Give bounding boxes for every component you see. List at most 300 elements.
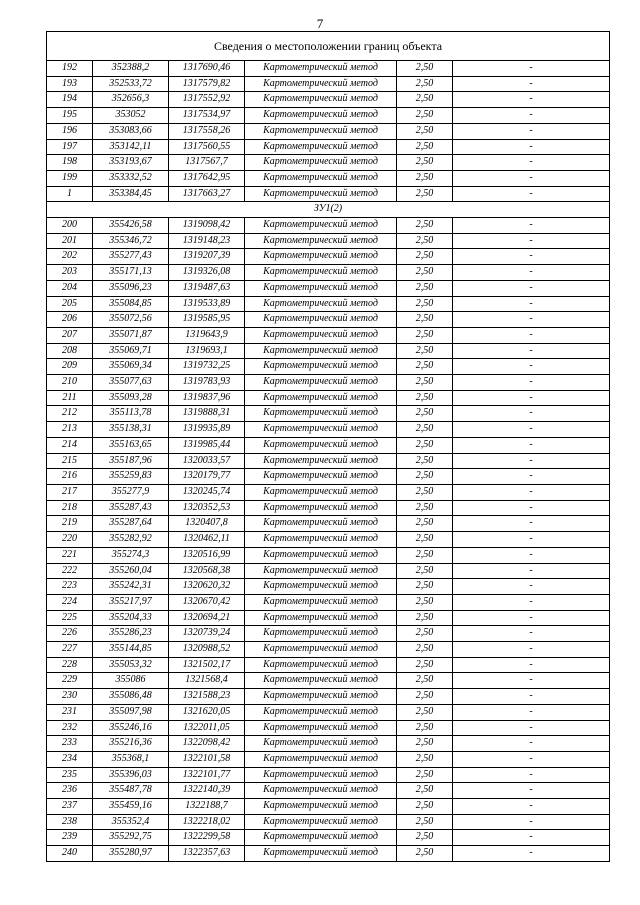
note-cell: -	[453, 218, 610, 234]
method-cell: Картометрический метод	[245, 233, 397, 249]
accuracy-cell: 2,50	[397, 61, 453, 77]
note-cell: -	[453, 751, 610, 767]
point-number-cell: 209	[47, 359, 93, 375]
table-row	[47, 249, 610, 265]
point-number-cell: 215	[47, 453, 93, 469]
x-coordinate-cell: 352388,2	[93, 61, 169, 77]
y-coordinate-cell: 1320739,24	[169, 626, 245, 642]
y-coordinate-cell: 1321568,4	[169, 673, 245, 689]
method-cell: Картометрический метод	[245, 218, 397, 234]
accuracy-cell: 2,50	[397, 406, 453, 422]
note-cell: -	[453, 155, 610, 171]
accuracy-cell: 2,50	[397, 830, 453, 846]
accuracy-cell: 2,50	[397, 108, 453, 124]
accuracy-cell: 2,50	[397, 469, 453, 485]
point-number-cell: 193	[47, 76, 93, 92]
note-cell: -	[453, 673, 610, 689]
accuracy-cell: 2,50	[397, 720, 453, 736]
point-number-cell: 218	[47, 500, 93, 516]
method-cell: Картометрический метод	[245, 453, 397, 469]
method-cell: Картометрический метод	[245, 92, 397, 108]
method-cell: Картометрический метод	[245, 547, 397, 563]
method-cell: Картометрический метод	[245, 516, 397, 532]
y-coordinate-cell: 1317663,27	[169, 186, 245, 202]
note-cell: -	[453, 704, 610, 720]
accuracy-cell: 2,50	[397, 170, 453, 186]
x-coordinate-cell: 355071,87	[93, 327, 169, 343]
note-cell: -	[453, 610, 610, 626]
table-row	[47, 218, 610, 234]
y-coordinate-cell: 1322140,39	[169, 783, 245, 799]
method-cell: Картометрический метод	[245, 265, 397, 281]
y-coordinate-cell: 1320407,8	[169, 516, 245, 532]
y-coordinate-cell: 1322098,42	[169, 736, 245, 752]
y-coordinate-cell: 1320516,99	[169, 547, 245, 563]
x-coordinate-cell: 355487,78	[93, 783, 169, 799]
x-coordinate-cell: 355217,97	[93, 594, 169, 610]
accuracy-cell: 2,50	[397, 92, 453, 108]
table-row	[47, 594, 610, 610]
method-cell: Картометрический метод	[245, 846, 397, 862]
x-coordinate-cell: 355069,34	[93, 359, 169, 375]
point-number-cell: 240	[47, 846, 93, 862]
x-coordinate-cell: 355292,75	[93, 830, 169, 846]
accuracy-cell: 2,50	[397, 799, 453, 815]
point-number-cell: 228	[47, 657, 93, 673]
point-number-cell: 230	[47, 689, 93, 705]
table-row	[47, 265, 610, 281]
x-coordinate-cell: 355096,23	[93, 280, 169, 296]
y-coordinate-cell: 1322218,02	[169, 814, 245, 830]
table-row	[47, 642, 610, 658]
method-cell: Картометрический метод	[245, 814, 397, 830]
note-cell: -	[453, 484, 610, 500]
accuracy-cell: 2,50	[397, 453, 453, 469]
x-coordinate-cell: 355204,33	[93, 610, 169, 626]
method-cell: Картометрический метод	[245, 280, 397, 296]
method-cell: Картометрический метод	[245, 579, 397, 595]
accuracy-cell: 2,50	[397, 218, 453, 234]
method-cell: Картометрический метод	[245, 170, 397, 186]
accuracy-cell: 2,50	[397, 751, 453, 767]
point-number-cell: 207	[47, 327, 93, 343]
x-coordinate-cell: 355274,3	[93, 547, 169, 563]
accuracy-cell: 2,50	[397, 296, 453, 312]
point-number-cell: 192	[47, 61, 93, 77]
section-label: ЗУ1(2)	[47, 202, 610, 218]
y-coordinate-cell: 1322357,63	[169, 846, 245, 862]
y-coordinate-cell: 1320179,77	[169, 469, 245, 485]
y-coordinate-cell: 1321620,05	[169, 704, 245, 720]
x-coordinate-cell: 353083,66	[93, 123, 169, 139]
y-coordinate-cell: 1317690,46	[169, 61, 245, 77]
method-cell: Картометрический метод	[245, 343, 397, 359]
point-number-cell: 214	[47, 437, 93, 453]
x-coordinate-cell: 355144,85	[93, 642, 169, 658]
table-row	[47, 736, 610, 752]
note-cell: -	[453, 516, 610, 532]
accuracy-cell: 2,50	[397, 155, 453, 171]
y-coordinate-cell: 1319326,08	[169, 265, 245, 281]
point-number-cell: 205	[47, 296, 93, 312]
x-coordinate-cell: 355260,04	[93, 563, 169, 579]
point-number-cell: 221	[47, 547, 93, 563]
accuracy-cell: 2,50	[397, 783, 453, 799]
table-row	[47, 532, 610, 548]
y-coordinate-cell: 1319783,93	[169, 375, 245, 391]
note-cell: -	[453, 594, 610, 610]
x-coordinate-cell: 352533,72	[93, 76, 169, 92]
table-row	[47, 453, 610, 469]
table-row	[47, 312, 610, 328]
x-coordinate-cell: 355459,16	[93, 799, 169, 815]
note-cell: -	[453, 500, 610, 516]
method-cell: Картометрический метод	[245, 532, 397, 548]
point-number-cell: 203	[47, 265, 93, 281]
accuracy-cell: 2,50	[397, 390, 453, 406]
point-number-cell: 196	[47, 123, 93, 139]
note-cell: -	[453, 375, 610, 391]
point-number-cell: 223	[47, 579, 93, 595]
x-coordinate-cell: 355113,78	[93, 406, 169, 422]
accuracy-cell: 2,50	[397, 673, 453, 689]
table-row	[47, 563, 610, 579]
table-row	[47, 123, 610, 139]
note-cell: -	[453, 767, 610, 783]
boundary-table	[46, 31, 610, 862]
table-row	[47, 704, 610, 720]
accuracy-cell: 2,50	[397, 359, 453, 375]
point-number-cell: 1	[47, 186, 93, 202]
method-cell: Картометрический метод	[245, 830, 397, 846]
method-cell: Картометрический метод	[245, 767, 397, 783]
point-number-cell: 198	[47, 155, 93, 171]
x-coordinate-cell: 355280,97	[93, 846, 169, 862]
accuracy-cell: 2,50	[397, 594, 453, 610]
method-cell: Картометрический метод	[245, 783, 397, 799]
point-number-cell: 212	[47, 406, 93, 422]
x-coordinate-cell: 355086,48	[93, 689, 169, 705]
y-coordinate-cell: 1320694,21	[169, 610, 245, 626]
x-coordinate-cell: 355277,9	[93, 484, 169, 500]
x-coordinate-cell: 355069,71	[93, 343, 169, 359]
note-cell: -	[453, 406, 610, 422]
accuracy-cell: 2,50	[397, 249, 453, 265]
point-number-cell: 238	[47, 814, 93, 830]
note-cell: -	[453, 76, 610, 92]
method-cell: Картометрический метод	[245, 359, 397, 375]
y-coordinate-cell: 1320670,42	[169, 594, 245, 610]
y-coordinate-cell: 1319533,89	[169, 296, 245, 312]
note-cell: -	[453, 139, 610, 155]
note-cell: -	[453, 846, 610, 862]
y-coordinate-cell: 1319888,31	[169, 406, 245, 422]
x-coordinate-cell: 355352,4	[93, 814, 169, 830]
note-cell: -	[453, 327, 610, 343]
x-coordinate-cell: 355171,13	[93, 265, 169, 281]
note-cell: -	[453, 453, 610, 469]
x-coordinate-cell: 355259,83	[93, 469, 169, 485]
accuracy-cell: 2,50	[397, 375, 453, 391]
point-number-cell: 239	[47, 830, 93, 846]
method-cell: Картометрический метод	[245, 689, 397, 705]
y-coordinate-cell: 1319643,9	[169, 327, 245, 343]
table-row	[47, 155, 610, 171]
point-number-cell: 236	[47, 783, 93, 799]
x-coordinate-cell: 353142,11	[93, 139, 169, 155]
point-number-cell: 194	[47, 92, 93, 108]
point-number-cell: 232	[47, 720, 93, 736]
x-coordinate-cell: 355346,72	[93, 233, 169, 249]
method-cell: Картометрический метод	[245, 437, 397, 453]
point-number-cell: 227	[47, 642, 93, 658]
x-coordinate-cell: 355287,64	[93, 516, 169, 532]
y-coordinate-cell: 1319148,23	[169, 233, 245, 249]
y-coordinate-cell: 1321588,23	[169, 689, 245, 705]
note-cell: -	[453, 123, 610, 139]
x-coordinate-cell: 355072,56	[93, 312, 169, 328]
accuracy-cell: 2,50	[397, 767, 453, 783]
point-number-cell: 234	[47, 751, 93, 767]
x-coordinate-cell: 355216,36	[93, 736, 169, 752]
point-number-cell: 211	[47, 390, 93, 406]
point-number-cell: 204	[47, 280, 93, 296]
method-cell: Картометрический метод	[245, 422, 397, 438]
note-cell: -	[453, 343, 610, 359]
table-row	[47, 108, 610, 124]
table-row	[47, 170, 610, 186]
table-row	[47, 846, 610, 862]
x-coordinate-cell: 353332,52	[93, 170, 169, 186]
x-coordinate-cell: 352656,3	[93, 92, 169, 108]
accuracy-cell: 2,50	[397, 704, 453, 720]
x-coordinate-cell: 355093,28	[93, 390, 169, 406]
table-row	[47, 422, 610, 438]
x-coordinate-cell: 355368,1	[93, 751, 169, 767]
y-coordinate-cell: 1320245,74	[169, 484, 245, 500]
point-number-cell: 210	[47, 375, 93, 391]
method-cell: Картометрический метод	[245, 563, 397, 579]
note-cell: -	[453, 579, 610, 595]
x-coordinate-cell: 353193,67	[93, 155, 169, 171]
y-coordinate-cell: 1319098,42	[169, 218, 245, 234]
method-cell: Картометрический метод	[245, 736, 397, 752]
method-cell: Картометрический метод	[245, 469, 397, 485]
x-coordinate-cell: 355396,03	[93, 767, 169, 783]
y-coordinate-cell: 1319693,1	[169, 343, 245, 359]
y-coordinate-cell: 1320352,53	[169, 500, 245, 516]
note-cell: -	[453, 296, 610, 312]
method-cell: Картометрический метод	[245, 406, 397, 422]
accuracy-cell: 2,50	[397, 689, 453, 705]
note-cell: -	[453, 359, 610, 375]
x-coordinate-cell: 355138,31	[93, 422, 169, 438]
y-coordinate-cell: 1322299,58	[169, 830, 245, 846]
y-coordinate-cell: 1319487,63	[169, 280, 245, 296]
accuracy-cell: 2,50	[397, 139, 453, 155]
accuracy-cell: 2,50	[397, 532, 453, 548]
method-cell: Картометрический метод	[245, 296, 397, 312]
note-cell: -	[453, 547, 610, 563]
x-coordinate-cell: 355077,63	[93, 375, 169, 391]
point-number-cell: 197	[47, 139, 93, 155]
point-number-cell: 217	[47, 484, 93, 500]
y-coordinate-cell: 1322011,05	[169, 720, 245, 736]
table-row	[47, 61, 610, 77]
note-cell: -	[453, 626, 610, 642]
accuracy-cell: 2,50	[397, 814, 453, 830]
table-row	[47, 92, 610, 108]
y-coordinate-cell: 1322101,77	[169, 767, 245, 783]
y-coordinate-cell: 1317567,7	[169, 155, 245, 171]
x-coordinate-cell: 355287,43	[93, 500, 169, 516]
method-cell: Картометрический метод	[245, 799, 397, 815]
accuracy-cell: 2,50	[397, 76, 453, 92]
note-cell: -	[453, 265, 610, 281]
table-row	[47, 610, 610, 626]
x-coordinate-cell: 355282,92	[93, 532, 169, 548]
point-number-cell: 213	[47, 422, 93, 438]
y-coordinate-cell: 1320568,38	[169, 563, 245, 579]
note-cell: -	[453, 736, 610, 752]
point-number-cell: 208	[47, 343, 93, 359]
point-number-cell: 195	[47, 108, 93, 124]
table-row	[47, 327, 610, 343]
table-row	[47, 720, 610, 736]
x-coordinate-cell: 353052	[93, 108, 169, 124]
method-cell: Картометрический метод	[245, 186, 397, 202]
y-coordinate-cell: 1317642,95	[169, 170, 245, 186]
note-cell: -	[453, 390, 610, 406]
table-row	[47, 375, 610, 391]
note-cell: -	[453, 469, 610, 485]
y-coordinate-cell: 1319837,96	[169, 390, 245, 406]
table-row	[47, 343, 610, 359]
table-body	[47, 32, 610, 862]
table-row	[47, 296, 610, 312]
table-row	[47, 139, 610, 155]
accuracy-cell: 2,50	[397, 657, 453, 673]
note-cell: -	[453, 814, 610, 830]
accuracy-cell: 2,50	[397, 642, 453, 658]
point-number-cell: 220	[47, 532, 93, 548]
accuracy-cell: 2,50	[397, 312, 453, 328]
accuracy-cell: 2,50	[397, 547, 453, 563]
x-coordinate-cell: 355426,58	[93, 218, 169, 234]
y-coordinate-cell: 1320462,11	[169, 532, 245, 548]
method-cell: Картометрический метод	[245, 720, 397, 736]
method-cell: Картометрический метод	[245, 312, 397, 328]
table-row	[47, 783, 610, 799]
x-coordinate-cell: 355097,98	[93, 704, 169, 720]
accuracy-cell: 2,50	[397, 736, 453, 752]
note-cell: -	[453, 249, 610, 265]
table-row	[47, 626, 610, 642]
table-row	[47, 76, 610, 92]
note-cell: -	[453, 312, 610, 328]
method-cell: Картометрический метод	[245, 657, 397, 673]
method-cell: Картометрический метод	[245, 123, 397, 139]
table-row	[47, 484, 610, 500]
note-cell: -	[453, 720, 610, 736]
method-cell: Картометрический метод	[245, 61, 397, 77]
y-coordinate-cell: 1317534,97	[169, 108, 245, 124]
y-coordinate-cell: 1319732,25	[169, 359, 245, 375]
point-number-cell: 200	[47, 218, 93, 234]
method-cell: Картометрический метод	[245, 76, 397, 92]
table-row	[47, 280, 610, 296]
note-cell: -	[453, 689, 610, 705]
table-row	[47, 657, 610, 673]
note-cell: -	[453, 186, 610, 202]
y-coordinate-cell: 1322188,7	[169, 799, 245, 815]
table-row	[47, 547, 610, 563]
table-row	[47, 579, 610, 595]
table-row	[47, 516, 610, 532]
accuracy-cell: 2,50	[397, 516, 453, 532]
method-cell: Картометрический метод	[245, 249, 397, 265]
point-number-cell: 235	[47, 767, 93, 783]
note-cell: -	[453, 563, 610, 579]
x-coordinate-cell: 353384,45	[93, 186, 169, 202]
table-row	[47, 186, 610, 202]
y-coordinate-cell: 1319585,95	[169, 312, 245, 328]
accuracy-cell: 2,50	[397, 563, 453, 579]
x-coordinate-cell: 355246,16	[93, 720, 169, 736]
note-cell: -	[453, 280, 610, 296]
table-row	[47, 469, 610, 485]
method-cell: Картометрический метод	[245, 155, 397, 171]
point-number-cell: 233	[47, 736, 93, 752]
point-number-cell: 226	[47, 626, 93, 642]
accuracy-cell: 2,50	[397, 280, 453, 296]
note-cell: -	[453, 642, 610, 658]
y-coordinate-cell: 1322101,58	[169, 751, 245, 767]
note-cell: -	[453, 170, 610, 186]
method-cell: Картометрический метод	[245, 108, 397, 124]
accuracy-cell: 2,50	[397, 186, 453, 202]
table-title-row	[47, 32, 610, 61]
point-number-cell: 229	[47, 673, 93, 689]
point-number-cell: 206	[47, 312, 93, 328]
y-coordinate-cell: 1321502,17	[169, 657, 245, 673]
method-cell: Картометрический метод	[245, 626, 397, 642]
x-coordinate-cell: 355242,31	[93, 579, 169, 595]
note-cell: -	[453, 92, 610, 108]
accuracy-cell: 2,50	[397, 484, 453, 500]
note-cell: -	[453, 233, 610, 249]
note-cell: -	[453, 108, 610, 124]
y-coordinate-cell: 1317560,55	[169, 139, 245, 155]
method-cell: Картометрический метод	[245, 484, 397, 500]
method-cell: Картометрический метод	[245, 594, 397, 610]
accuracy-cell: 2,50	[397, 610, 453, 626]
accuracy-cell: 2,50	[397, 123, 453, 139]
x-coordinate-cell: 355084,85	[93, 296, 169, 312]
x-coordinate-cell: 355086	[93, 673, 169, 689]
table-row	[47, 359, 610, 375]
table-row	[47, 814, 610, 830]
table-row	[47, 799, 610, 815]
accuracy-cell: 2,50	[397, 626, 453, 642]
method-cell: Картометрический метод	[245, 610, 397, 626]
y-coordinate-cell: 1317558,26	[169, 123, 245, 139]
method-cell: Картометрический метод	[245, 704, 397, 720]
y-coordinate-cell: 1320033,57	[169, 453, 245, 469]
accuracy-cell: 2,50	[397, 500, 453, 516]
x-coordinate-cell: 355187,96	[93, 453, 169, 469]
page-number: 7	[316, 16, 324, 31]
